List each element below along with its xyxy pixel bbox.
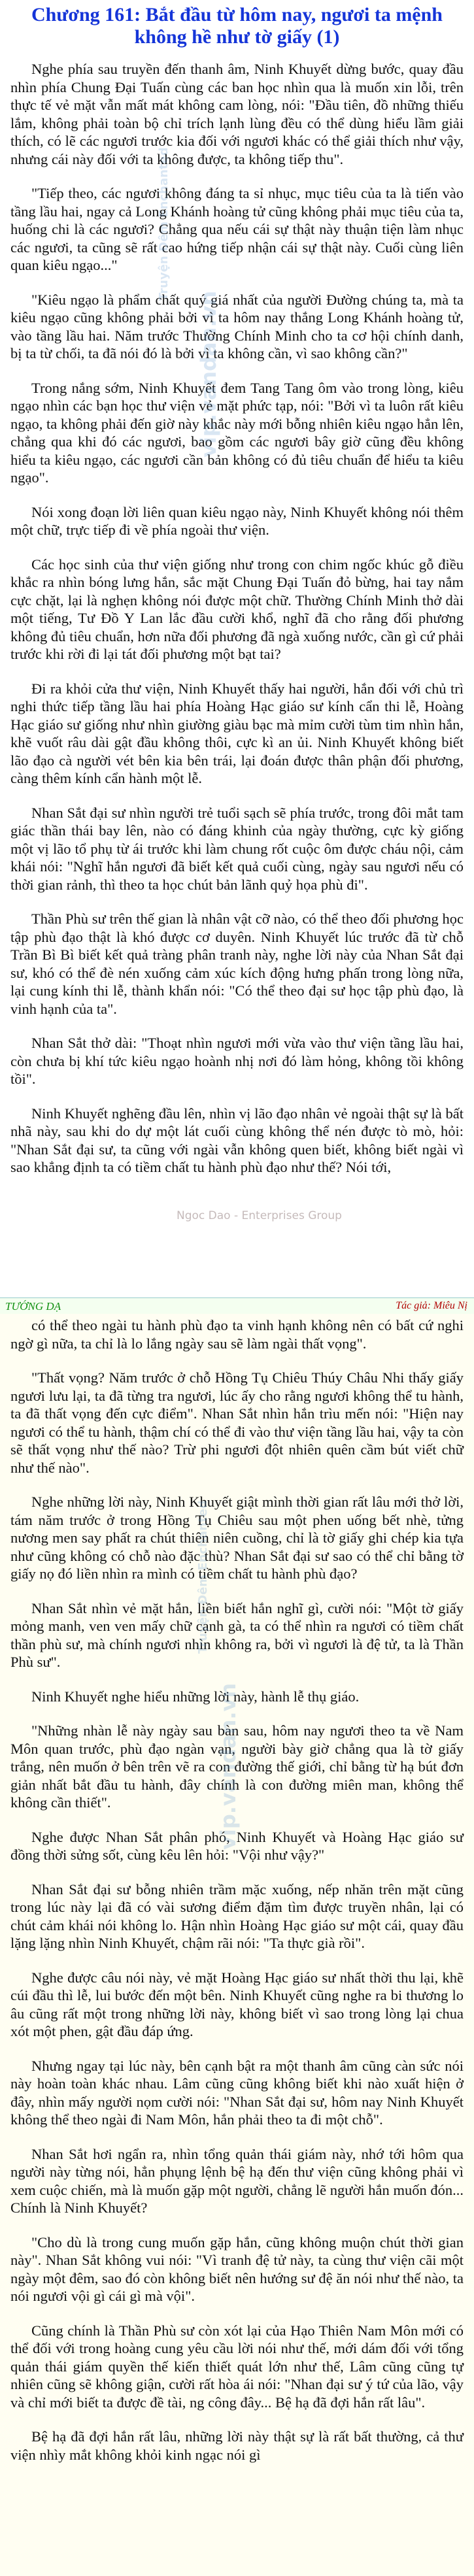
- watermark-logo: [177, 1209, 342, 1222]
- paragraph: có thể theo ngài tu hành phù đạo ta vinh hạnh không nên có bất cứ nghi ngờ gì nữa, ta chỉ là lo lắng ngày sau sẽ làm ngài thất vọng".: [10, 1317, 464, 1352]
- paragraph: "Cho dù là trong cung muốn gặp hắn, cũng không muộn chút thời gian này". Nhan Sắt không vui nói: "Vì tranh đệ tử này, ta cùng thư viện cãi một ngày một đêm, sao đó còn không biết nên hướng sư đệ ăn nói như thế nào, ta nói ngươi vội gì cái gì mà vội".: [10, 2233, 464, 2304]
- watermark-vertical-small: Truyện Đêm Enchanted: [157, 147, 171, 301]
- paragraph: Nhan Sắt nhìn vẻ mặt hắn, liền biết hắn nghĩ gì, cười nói: "Một tờ giấy mỏng manh, ven ven mấy chữ cạnh gà, ta có thể nhìn ra ngươi có tiềm chất thần phù sư, mà chính ngươi nhìn không ra, bởi vì ngươi là đệ tử, ta là Thần Phù sư".: [10, 1599, 464, 1670]
- paragraph: Đi ra khỏi cửa thư viện, Ninh Khuyết thấy hai người, hắn đối với chủ trì nghi thức tiếp tầng lầu hai phía Hoàng Hạc giáo sư kính cẩn thi lễ, Hoàng Hạc giáo sư giống như nhìn giường giàu bạc mà mỉm cười tùm tim nhìn hắn, khẽ vuốt râu dài gật đầu không thôi, cực kì an ủi. Ninh Khuyết không biết lão đạo cà người vét bên kia bên trái, lại đoán được thân phận đối phương, càng thêm kính cẩn hành một lễ.: [10, 680, 464, 786]
- story-name: TƯỚNG DẠ: [5, 1300, 61, 1313]
- chapter-body-bottom: [0, 1314, 474, 2464]
- paragraph: Nghe phía sau truyền đến thanh âm, Ninh Khuyết dừng bước, quay đầu nhìn phía Chung Đại Tuấn cùng các ban học nhìn qua là muốn xin lỗi, trên thực tế vẻ mặt vẫn mất mát không cam lòng, nói: "Đầu tiên, đồ những thiếu lắm, không phải toàn bộ chỉ trích lạnh lùng đều có thể dùng hiểu lầm giải thích, có lẽ các ngươi trước kia đối với ngươi khác có thể giải thích như vậy, nhưng cái này đối với ta không được, ta không tiếp thu".: [10, 61, 464, 167]
- chapter-body-top: [0, 60, 474, 1177]
- watermark-domain: vip.vandan.vn: [196, 290, 221, 458]
- paragraph: Các học sinh của thư viện giống như trong con chim ngốc khúc gỗ điều khắc ra nhìn bóng lưng hắn, sắc mặt Chung Đại Tuấn đỏ bừng, hai tay nắm cực chặt, lại là nghẹn không nói được một chữ. Thường Chính Minh thở dài một tiếng, Tư Đồ Y Lan lắc đầu cười khổ, nghĩ đã cho rằng đối phương không đủ tiêu chuẩn, hơn nữa đối phương đã ngà xuống nước, cần gì cứ phải trước khi rời đi lại tát đối phương một bạt tai?: [10, 556, 464, 662]
- paragraph: "Tiếp theo, các ngươi không đáng ta sỉ nhục, mục tiêu của ta là tiến vào tầng lầu hai, ngay cả Long Khánh hoàng tử cũng không phải mục tiêu của ta, huống chi là các ngươi? Chẳng qua nếu cái sự thật này thuận tiện làm nhục các ngươi, ta cũng sẽ rất cao hứng tiếp nhận cái sự thật này. Cuối cùng liên quan kiêu ngạo...": [10, 185, 464, 273]
- paragraph: "Những nhàn lễ này ngày sau bàn sau, hôm nay ngươi theo ta về Nam Môn quan trước, phù đạo ngàn vạn, người bày giờ chẳng qua là tờ giấy trắng, nên muốn ở bên trên vẽ ra con đường thế giới, chỉ bằng từ hạ bút đơn giản nhất bắt đầu tu hành, đây chính là con đường miên man, không thể không cần thiết".: [10, 1722, 464, 1811]
- paragraph: Bệ hạ đã đợi hắn rất lâu, những lời này thật sự là rất bất thường, cả thư viện nhìy mắt không khỏi kinh ngạc nói gì: [10, 2428, 464, 2463]
- paragraph: Trong nắng sớm, Ninh Khuyết đem Tang Tang ôm vào trong lòng, kiêu ngạo nhìn các bạn học thư viện vẻ mặt phức tạp, nói: "Bởi vì ta luôn rất kiêu ngạo, ta không phải đến giờ này khắc này mới bỗng nhiên kiêu ngạo hẳn lên, chẳng qua khi đó các ngươi, bao gồm các ngươi bây giờ cũng đều không hiểu ta kiêu ngạo, các ngươi cần bản không có đủ tiêu chuẩn để hiểu ta kiêu ngạo".: [10, 379, 464, 486]
- paragraph: "Thất vọng? Năm trước ở chỗ Hồng Tụ Chiêu Thúy Châu Nhi thấy giấy ngươi lưu lại, ta đã từng tra ngươi, lúc ấy cho rằng ngươi không thể tu hành, ta đã thất vọng đến cực điểm". Nhan Sắt nhìn hắn trìu mến nói: "Hiện nay ngươi có thể tu hành, thậm chí có thể đi vào thư viện tầng lầu hai, vậy ta còn sẽ thất vọng như thế nào? Trừ phi ngươi đột nhiên quên cầm bút viết chữ như thế nào".: [10, 1369, 464, 1476]
- paragraph: Nhưng ngay tại lúc này, bên cạnh bật ra một thanh âm cũng càn sức nói này hoàn toàn khác nhau. Lâm cũng cũng không biết khi nào xuất hiện ở đây, nhìn mấy người nọm cười nói: "Nhan Sắt đại sư, hôm nay Ninh Khuyết không thể theo ngài đi Nam Môn, hắn phải theo ta đi một chỗ".: [10, 2057, 464, 2128]
- paragraph: Ninh Khuyết nghẽng đầu lên, nhìn vị lão đạo nhân vẻ ngoài thật sự là bất nhã này, sau khi do dự một lát cuối cùng không thể nén được tò mò, hỏi: "Nhan Sắt đại sư, ta cũng với ngài vẫn không quen biết, không biết ngài vì sao khẳng định ta có tiềm chất tu hành phù đạo như thế? Nói tới,: [10, 1105, 464, 1175]
- paragraph: "Kiêu ngạo là phẩm chất quý giá nhất của người Đường chúng ta, mà ta kiêu ngạo cũng không phải bởi vì ta hôm nay thắng Long Khánh hoàng tử, vào tầng lầu hai. Năm trước Thường Chính Minh cho ta cơ hội chính danh, bị ta từ chối, ta đã nói đó là bởi vì ta không cần, vì sao không cần?": [10, 291, 464, 361]
- paragraph: Nghe được Nhan Sắt phân phó, Ninh Khuyết và Hoàng Hạc giáo sư đồng thời sửng sốt, cùng kêu lên hỏi: "Vội như vậy?": [10, 1828, 464, 1863]
- paragraph: Thần Phù sư trên thế gian là nhân vật cỡ nào, có thể theo đối phương học tập phù đạo thật là khó được cơ duyên. Ninh Khuyết lúc trước đã từ chỗ Trần Bì Bì biết kết quả tràng phân tranh này, nghe lời này của Nhan Sắt đại sư, khó có thể đè nén xuống cảm xúc kích động hưng phấn trong lòng nữa, lại cung kính thi lễ, thành khẩn nói: "Có thể theo đại sư học tập phù đạo, là vinh hạnh của ta".: [10, 911, 464, 1017]
- paragraph: Cũng chính là Thần Phù sư còn xót lại của Hạo Thiên Nam Môn mới có thể đối với trong hoàng cung yêu cầu lời nói như thế, mới dám đối với tổng quản thái giám quyền thế kiến thiết quát lớn như thế, Lâm cũng cũng tự nhiên cũng sẽ không giận, cười rất hòa ái nói: "Nhan đại sư ý tứ của lão, vậy và chỉ mới biết ta được đề tài, ng công đây... Bệ hạ đã đợi hắn rất lâu".: [10, 2322, 464, 2411]
- story-separator-bar: [0, 1297, 474, 1315]
- paragraph: Nhan Sắt đại sư bỗng nhiên trầm mặc xuống, nếp nhăn trên mặt cũng trong lúc này lại đã có vài sương điểm đặm tìm được truyền nhân, lại có chút cảm khái nói không lo. Hận nhìn Hoàng Hạc giáo sư một cái, quay đầu lặng lặng nhìn Ninh Khuyết, chậm rãi nói: "Ta thực già rồi".: [10, 1881, 464, 1951]
- chapter-title: Chương 161: Bắt đầu từ hôm nay, ngươi ta mệnh không hề như tờ giấy (1): [31, 4, 443, 48]
- paragraph: Nghe được câu nói này, vẻ mặt Hoàng Hạc giáo sư nhất thời thu lại, khẽ cúi đầu thì lễ, lui bước đến một bên. Ninh Khuyết cũng nghe ra bi thương lo âu cũng rất một trong những lời này, không biết vì sao trong lòng lại chua xót một phen, gật đầu đáp ứng.: [10, 1969, 464, 2039]
- watermark-logo-group: Ngoc Dao - Enterprises Group: [177, 1209, 342, 1222]
- paragraph: Nhan Sắt thở dài: "Thoạt nhìn ngươi mới vừa vào thư viện tầng lầu hai, còn chưa bị khí tức kiêu ngạo hoành nhị nơi đó làm hỏng, không tồi không tồi".: [10, 1035, 464, 1087]
- paragraph: Nói xong đoạn lời liên quan kiêu ngạo này, Ninh Khuyết không nói thêm một chữ, trực tiếp đi về phía ngoài thư viện.: [10, 503, 464, 538]
- paragraph: Nhan Sắt đại sư nhìn người trẻ tuổi sạch sẽ phía trước, trong đôi mắt tam giác thần thái bay lên, nào có đáng khinh của ngày thường, cực kỳ giống một vị lão tổ phụ từ ái trước khi làm chung rốt cuộc ôm được cháu nội, cảm khái nói: "Nghĩ hắn ngươi đã biết kết quả cuối cùng, ngày sau ngươi nếu có thời gian rảnh, thì theo ta học chút bản lãnh quỷ họa phù đi".: [10, 804, 464, 893]
- author-label: Tác giả: Miêu Nị: [396, 1300, 467, 1311]
- paragraph: Nghe những lời này, Ninh Khuyết giật mình thời gian rất lâu mới thở lời, tám năm trước ở trong Hồng Tụ Chiêu sau một phen uống bết nhè, tửng nương men say phất ra chút thiên niên cuồng, chỉ là tờ giấy ghi chép kia tựa như cũng không có chỗ nào đặc thù? Nhan Sắt đại sư sao có thể chỉ bằng tờ giấy nọ đó liền nhìn ra mình có tiềm chất tu hành phù đạo?: [10, 1494, 464, 1582]
- paragraph: Ninh Khuyết nghe hiểu những lời này, hành lễ thụ giáo.: [31, 1688, 360, 1705]
- watermark-domain-2: vip.vandan.vn: [216, 1682, 241, 1850]
- paragraph: Nhan Sắt hơi ngẩn ra, nhìn tổng quản thái giám này, nhớ tới hôm qua người này từng nói, hẳn phụng lệnh bệ hạ đến thư viện cũng không phải vì xem cuộc chiến, mà là muốn gặp một người, chẳng lẽ người hắn muốn đón... Chính là Ninh Khuyết?: [10, 2145, 464, 2216]
- chapter-page-bottom: [0, 1314, 474, 2576]
- watermark-vertical-small-2: Truyện Đêm Enchanted: [196, 1500, 210, 1654]
